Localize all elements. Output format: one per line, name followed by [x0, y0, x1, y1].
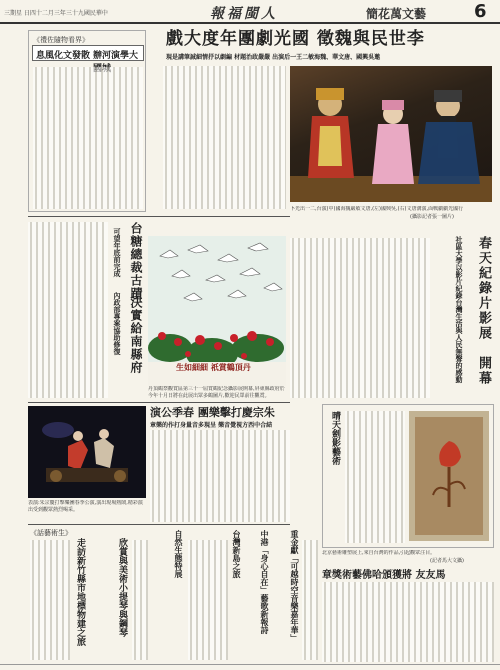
crane-caption-title: 生如細細 祇賞鶴頂丹: [176, 362, 251, 372]
documentary-subhead: 社區大學以影片紀錄台灣生活與人民無聲的感動: [455, 236, 464, 383]
opera-photo: [290, 66, 492, 202]
headline-part-1: 息風化文發散: [36, 51, 91, 61]
percussion-photo: [28, 406, 146, 498]
art-feature-box: [322, 404, 494, 548]
bottom-left-headline-2: 欣賞與美術小提琴與鋼琴: [117, 538, 127, 637]
issue-date: 三期星 日四十二月三年三十九國民華中: [4, 10, 108, 17]
section-title: 簡花萬文藝: [366, 7, 427, 21]
art-feature-credit: (記者馬大文攝): [430, 558, 464, 564]
bottom-left-headline-1: 走訪新竹縣市地標物建之旅: [75, 538, 85, 646]
art-sculpture-photo: [409, 411, 489, 541]
masthead: 報福閩人: [210, 6, 278, 22]
article-kicker: 《禮佐隨物看界》: [33, 36, 89, 44]
crane-painting: [148, 236, 286, 386]
article-body: [33, 67, 143, 209]
sugar-headline: 台糖總裁古蹟: [129, 222, 143, 300]
bottom-middle-headline-2: 自然生態特展: [174, 530, 184, 578]
opera-photo-credit: (攝影記者張一圖片): [410, 214, 454, 220]
opera-performers-image: [290, 66, 492, 202]
page-header: [0, 0, 500, 24]
sculpture-image: [409, 411, 489, 541]
percussion-caption: 表演:朱宗慶打擊樂團春季公演,演出現場熱鬧,精彩演出受到觀眾熱烈喝采。: [28, 500, 143, 513]
sugar-body: [28, 222, 108, 398]
sugar-subhead: 可望年底前完成: [113, 228, 122, 277]
footer-line: [0, 664, 500, 665]
bottom-right-headline: 章獎術藝佛哈頒獲將 友友馬: [322, 570, 446, 581]
percussion-stage-image: [28, 406, 146, 498]
bottom-middle-body-2: [302, 540, 318, 660]
divider-line-3: [28, 524, 290, 525]
sugar-subhead-2: 內政部專案協助修復: [113, 292, 122, 355]
art-feature-title: 晴天劍影藝術: [330, 411, 340, 465]
divider-line-2: [28, 402, 290, 403]
bottom-left-body-2: [132, 540, 148, 660]
main-story-body: [163, 66, 286, 209]
documentary-body: [290, 238, 430, 398]
bottom-middle-body: [188, 540, 228, 660]
bottom-left-body: [30, 540, 70, 660]
bottom-middle-headline-3: 中港「身心自在」藝歌新報詩: [260, 530, 270, 634]
art-feature-text: [345, 411, 405, 543]
bottom-middle-headline-1: 台灣新島之旅: [232, 530, 242, 578]
left-top-article: [28, 30, 146, 212]
sugar-headline-2: 決實給南縣府: [129, 296, 143, 374]
bottom-left-kicker: 《話藝術生》: [30, 529, 72, 537]
crane-caption: 丹頂鶴祭觀賞區第三十一屆賞鶴紀念攝影展開幕,屏東縣政府於今年十月日將在此展出眾多鶴圖片,歡迎民眾前往觀賞。: [148, 386, 285, 399]
percussion-subhead: 章樂的作打身量音多現呈 樂音覺視方西中合結: [150, 422, 273, 429]
bottom-right-body: [322, 582, 494, 662]
main-headline: 戲大度年團劇光國 徵魏與民世李: [166, 29, 425, 49]
art-feature-caption: 北京藝術雕塑展上,來自台灣的作品,引起觀眾注目。: [322, 550, 436, 556]
page-number: 6: [474, 1, 487, 22]
divider-line: [28, 216, 290, 217]
documentary-headline-2: 開幕: [476, 356, 491, 386]
headline-part-2: 辦河演學大: [93, 51, 139, 61]
documentary-headline: 春天紀錄片影展: [476, 236, 491, 341]
percussion-body: [150, 430, 290, 522]
main-subhead: 現是講筆誠細情抒以劇編 材題治政嚴嚴 出演后一王二敏海魏、華文唐、國興吳邀: [166, 54, 381, 61]
article-headline: [32, 45, 144, 61]
percussion-headline: 演公季春 團樂擊打慶宗朱: [150, 406, 275, 419]
opera-photo-caption: 卜光出一二,台演(中)國海魏嚴敏文唐,(左)國興吳,(右)文唐溝演,面戰劇劇光國行: [290, 206, 464, 212]
bottom-middle-headline-4: 重金獻「可越時空音樂嘉年華」: [290, 530, 300, 642]
